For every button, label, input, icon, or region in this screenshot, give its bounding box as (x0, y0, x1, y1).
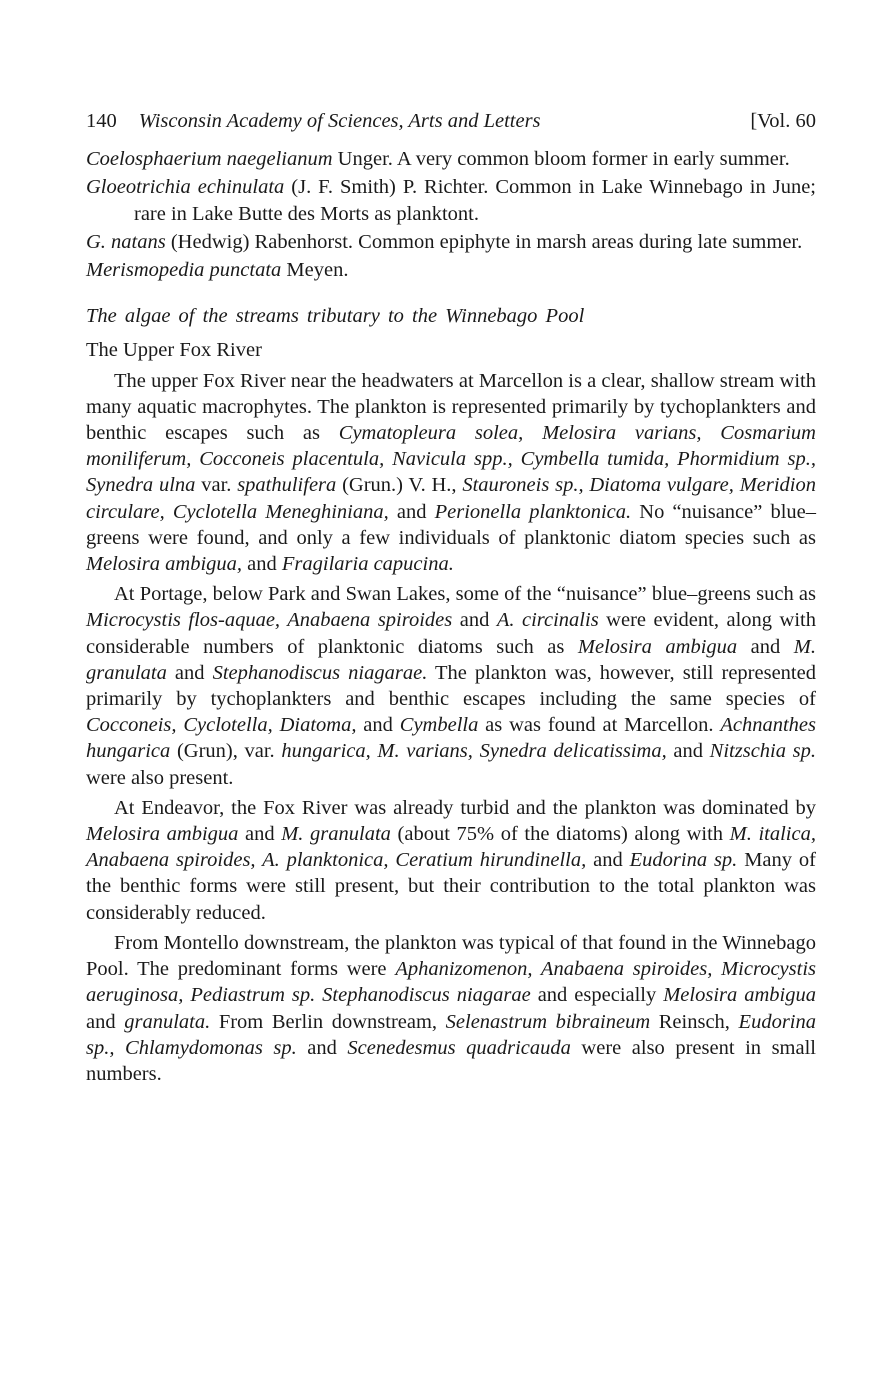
text-run: At Endeavor, the Fox River was already turbid and the plankton was dominated by (114, 796, 816, 819)
italic-run: hungarica, M. varians, Synedra delicatissima, (281, 740, 667, 763)
italic-run: Eudorina sp. (629, 849, 738, 872)
species-entry (86, 229, 816, 255)
text-run: The upper Fox River near the headwaters at Marcellon is a clear, shallow stream with many aquatic macrophytes. The plankton is represented primarily by tychoplankters and benthic escapes such as (86, 369, 816, 445)
text-run: var. (195, 474, 238, 497)
taxon-name: Merismopedia punctata (86, 259, 282, 282)
running-header (86, 108, 816, 134)
text-run: and especially (530, 984, 664, 1007)
text-run: The plankton was, however, still represented primarily by tychoplankters and benthic escapes including the same species of (86, 661, 816, 711)
italic-run: Melosira ambigua (577, 635, 738, 658)
text-run: and (666, 740, 710, 763)
italic-run: Stauroneis sp., Diatoma vulgare, Meridion circulare, Cyclotella Meneghiniana, (86, 474, 816, 523)
italic-run: M. granulata (281, 823, 391, 846)
italic-run: Eudorina sp., Chlamydomonas sp. (86, 1010, 816, 1059)
text-run: (Grun), var. (170, 740, 282, 763)
journal-title: Wisconsin Academy of Sciences, Arts and Letters (138, 110, 541, 132)
italic-run: Stephanodiscus niagarae. (212, 661, 428, 684)
text-run: From Montello downstream, the plankton was typical of that found in the Winnebago Pool. The predominant forms were (86, 931, 816, 981)
document-page (86, 108, 816, 1091)
italic-run: Nitzschia sp. (709, 740, 817, 763)
italic-run: Melosira ambigua, (86, 553, 243, 576)
italic-run: spathulifera (237, 474, 337, 497)
entry-text: (J. F. Smith) P. Richter. Common in Lake Winnebago in June; rare in Lake Butte des Morts as planktont. (134, 176, 817, 225)
text-run: and (238, 823, 282, 846)
italic-run: Perionella planktonica. (434, 500, 632, 523)
taxon-name: G. natans (86, 230, 166, 253)
species-entry (86, 146, 816, 172)
paragraph (86, 368, 816, 578)
text-run: and (296, 1036, 348, 1059)
entry-text: Meyen. (281, 259, 349, 282)
text-run: and (86, 1010, 125, 1033)
italic-run: Melosira ambigua (663, 984, 816, 1007)
text-run: No “nuisance” blue–greens were found, and only a few individuals of planktonic diatom species such as (86, 500, 816, 549)
entry-text: (Hedwig) Rabenhorst. Common epiphyte in marsh areas during late summer. (165, 230, 803, 253)
taxon-name: Gloeotrichia echinulata (86, 176, 285, 199)
italic-run: A. circinalis (496, 609, 599, 632)
text-run: and (242, 553, 282, 576)
italic-run: Melosira ambigua (86, 823, 239, 846)
taxon-name: Coelosphaerium naegelianum (86, 148, 333, 171)
italic-run: Aphanizomenon, Anabaena spiroides, Microcystis aeruginosa, Pediastrum sp. Stephanodiscus niagarae (86, 958, 816, 1007)
italic-run: Cymatopleura solea, Melosira varians, Cosmarium moniliferum, Cocconeis placentula, Navicula spp., Cymbella tumida, Phormidium sp., Synedra ulna (86, 422, 816, 497)
text-run: and (452, 609, 497, 632)
italic-run: Cocconeis, Cyclotella, Diatoma, (86, 714, 357, 737)
section-title: The algae of the streams tributary to the Winnebago Pool (86, 305, 585, 328)
text-run: and (586, 849, 630, 872)
subheading: The Upper Fox River (86, 339, 262, 362)
text-run: and (388, 500, 435, 523)
volume-label: [Vol. 60 (750, 110, 816, 132)
entry-text: Unger. A very common bloom former in early summer. (332, 148, 790, 171)
text-run: Many of the benthic forms were still present, but their contribution to the total plankton was considerably reduced. (86, 849, 816, 924)
paragraph (86, 581, 816, 791)
paragraph (86, 930, 816, 1087)
text-run: Reinsch, (650, 1010, 739, 1033)
italic-run: M. italica, Anabaena spiroides, A. planktonica, Ceratium hirundinella, (86, 823, 816, 872)
text-run: From Berlin downstream, (210, 1010, 446, 1033)
paragraph (86, 795, 816, 926)
text-run: were evident, along with considerable numbers of planktonic diatoms such as (86, 609, 816, 658)
species-entry (86, 174, 816, 226)
text-run: At Portage, below Park and Swan Lakes, some of the “nuisance” blue–greens such as (114, 583, 816, 606)
page-number: 140 (86, 110, 117, 132)
text-run: and (737, 635, 794, 658)
italic-run: Fragilaria capucina. (281, 553, 454, 576)
text-run: were also present. (86, 766, 234, 789)
text-run: (Grun.) V. H., (336, 474, 463, 497)
text-run: were also present in small numbers. (86, 1036, 816, 1085)
text-run: as was found at Marcellon. (478, 714, 721, 737)
italic-run: Achnanthes hungarica (86, 714, 816, 763)
text-run: and (356, 714, 400, 737)
text-run: and (166, 661, 213, 684)
species-entry (86, 257, 816, 283)
italic-run: granulata. (124, 1010, 211, 1033)
text-run: (about 75% of the diatoms) along with (390, 823, 730, 846)
italic-run: Microcystis flos-aquae, Anabaena spiroides (86, 609, 453, 632)
italic-run: M. granulata (86, 635, 816, 684)
italic-run: Selenastrum bibraineum (445, 1010, 651, 1033)
body-text (86, 368, 816, 1087)
italic-run: Cymbella (399, 714, 479, 737)
species-list (86, 146, 816, 283)
header-left (86, 108, 541, 134)
italic-run: Scenedesmus quadricauda (347, 1036, 571, 1059)
